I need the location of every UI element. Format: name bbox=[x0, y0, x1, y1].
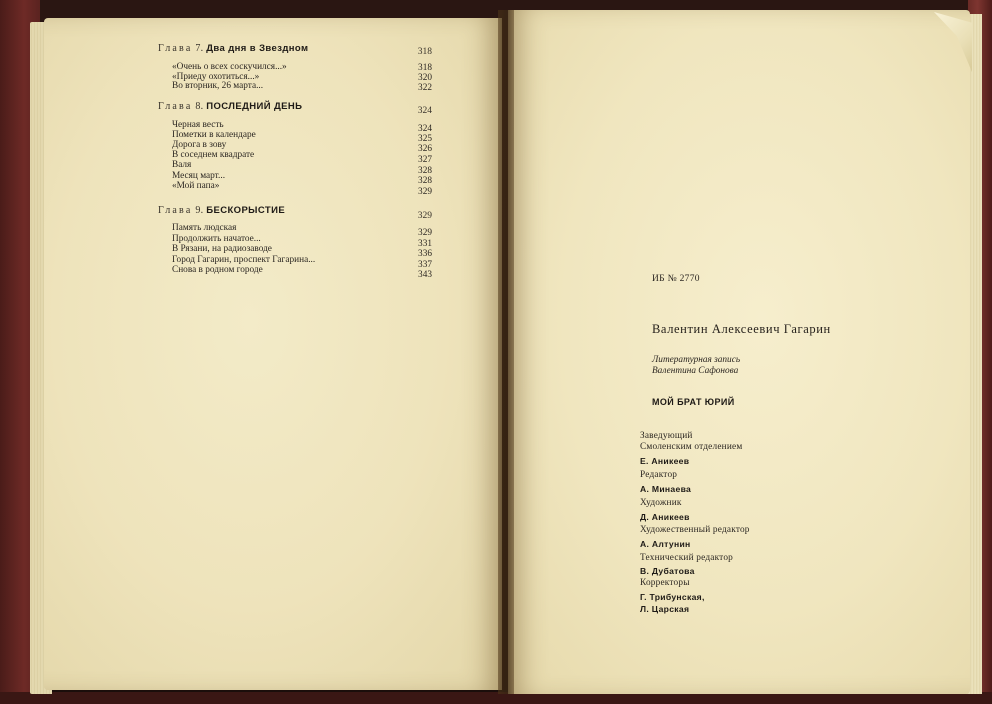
book-title: МОЙ БРАТ ЮРИЙ bbox=[652, 397, 735, 407]
toc-entry-page: 329 bbox=[418, 228, 432, 238]
toc-entry-page: 320 bbox=[418, 73, 432, 83]
credit-name: Г. Трибунская, bbox=[640, 592, 705, 602]
author-name: Валентин Алексеевич Гагарин bbox=[652, 322, 831, 336]
credit-role: Технический редактор bbox=[640, 553, 734, 563]
chapter-title: Два дня в Звездном bbox=[206, 43, 309, 54]
toc-entry: «Приеду охотиться...» bbox=[172, 72, 260, 82]
toc-entry: «Мой папа» bbox=[172, 181, 220, 191]
toc-entry: Месяц март... bbox=[172, 171, 226, 181]
chapter-title: БЕСКОРЫСТИЕ bbox=[206, 205, 286, 216]
chapter-word: Глава bbox=[158, 43, 193, 54]
chapter-page-number: 318 bbox=[417, 47, 432, 57]
credit-role: Редактор bbox=[640, 470, 678, 480]
chapter-number: 7. bbox=[195, 43, 204, 54]
credit-role: Корректоры bbox=[640, 578, 690, 588]
toc-entry: В Рязани, на радиозаводе bbox=[172, 244, 272, 254]
ib-number: ИБ № 2770 bbox=[652, 274, 700, 284]
toc-entry: В соседнем квадрате bbox=[172, 150, 255, 160]
toc-entry-page: 328 bbox=[418, 176, 432, 186]
toc-entry-page: 324 bbox=[418, 124, 432, 134]
literary-record-label: Литературная запись bbox=[652, 355, 741, 365]
toc-entry: Во вторник, 26 марта... bbox=[172, 81, 264, 91]
toc-entry: Продолжить начатое... bbox=[172, 234, 261, 244]
credit-name: Е. Аникеев bbox=[640, 456, 690, 466]
chapter-page-number: 324 bbox=[417, 106, 432, 116]
toc-entry-page: 318 bbox=[418, 63, 432, 73]
chapter-page-number: 329 bbox=[417, 211, 432, 221]
credit-name: Д. Аникеев bbox=[640, 512, 690, 522]
credit-name: А. Минаева bbox=[640, 484, 692, 494]
toc-entry: Дорога в зову bbox=[172, 140, 227, 150]
credit-name: Л. Царская bbox=[640, 604, 690, 614]
toc-entry-page: 322 bbox=[418, 83, 432, 93]
toc-entry: Черная весть bbox=[172, 120, 224, 130]
chapter-heading-9 bbox=[158, 205, 285, 216]
chapter-number: 9. bbox=[195, 205, 204, 216]
toc-entry-page: 337 bbox=[418, 260, 432, 270]
toc-entry-page: 327 bbox=[418, 155, 432, 165]
credit-role: Смоленским отделением bbox=[640, 442, 743, 452]
chapter-title: ПОСЛЕДНИЙ ДЕНЬ bbox=[206, 101, 303, 112]
toc-entry-page: 331 bbox=[418, 239, 432, 249]
chapter-word: Глава bbox=[158, 205, 193, 216]
toc-entry-page: 329 bbox=[418, 187, 432, 197]
chapter-word: Глава bbox=[158, 101, 193, 112]
credit-role: Художник bbox=[640, 498, 682, 508]
toc-entry: Пометки в календаре bbox=[172, 130, 256, 140]
chapter-heading-8 bbox=[158, 101, 302, 112]
credit-name: В. Дубатова bbox=[640, 566, 695, 576]
toc-entry-page: 326 bbox=[418, 144, 432, 154]
toc-entry-page: 336 bbox=[418, 249, 432, 259]
credit-role: Художественный редактор bbox=[640, 525, 750, 535]
toc-entry-page: 328 bbox=[418, 166, 432, 176]
chapter-number: 8. bbox=[195, 101, 204, 112]
toc-entry: «Очень о всех соскучился...» bbox=[172, 62, 287, 72]
toc-entry: Город Гагарин, проспект Гагарина... bbox=[172, 255, 316, 265]
toc-entry-page: 343 bbox=[418, 270, 432, 280]
credit-role: Заведующий bbox=[640, 431, 693, 441]
literary-record-name: Валентина Сафонова bbox=[652, 366, 739, 376]
toc-entry-page: 325 bbox=[418, 134, 432, 144]
toc-entry: Валя bbox=[172, 160, 192, 170]
credit-name: А. Алтунин bbox=[640, 539, 691, 549]
toc-entry: Снова в родном городе bbox=[172, 265, 263, 275]
toc-entry: Память людская bbox=[172, 223, 237, 233]
chapter-heading-7 bbox=[158, 43, 308, 54]
